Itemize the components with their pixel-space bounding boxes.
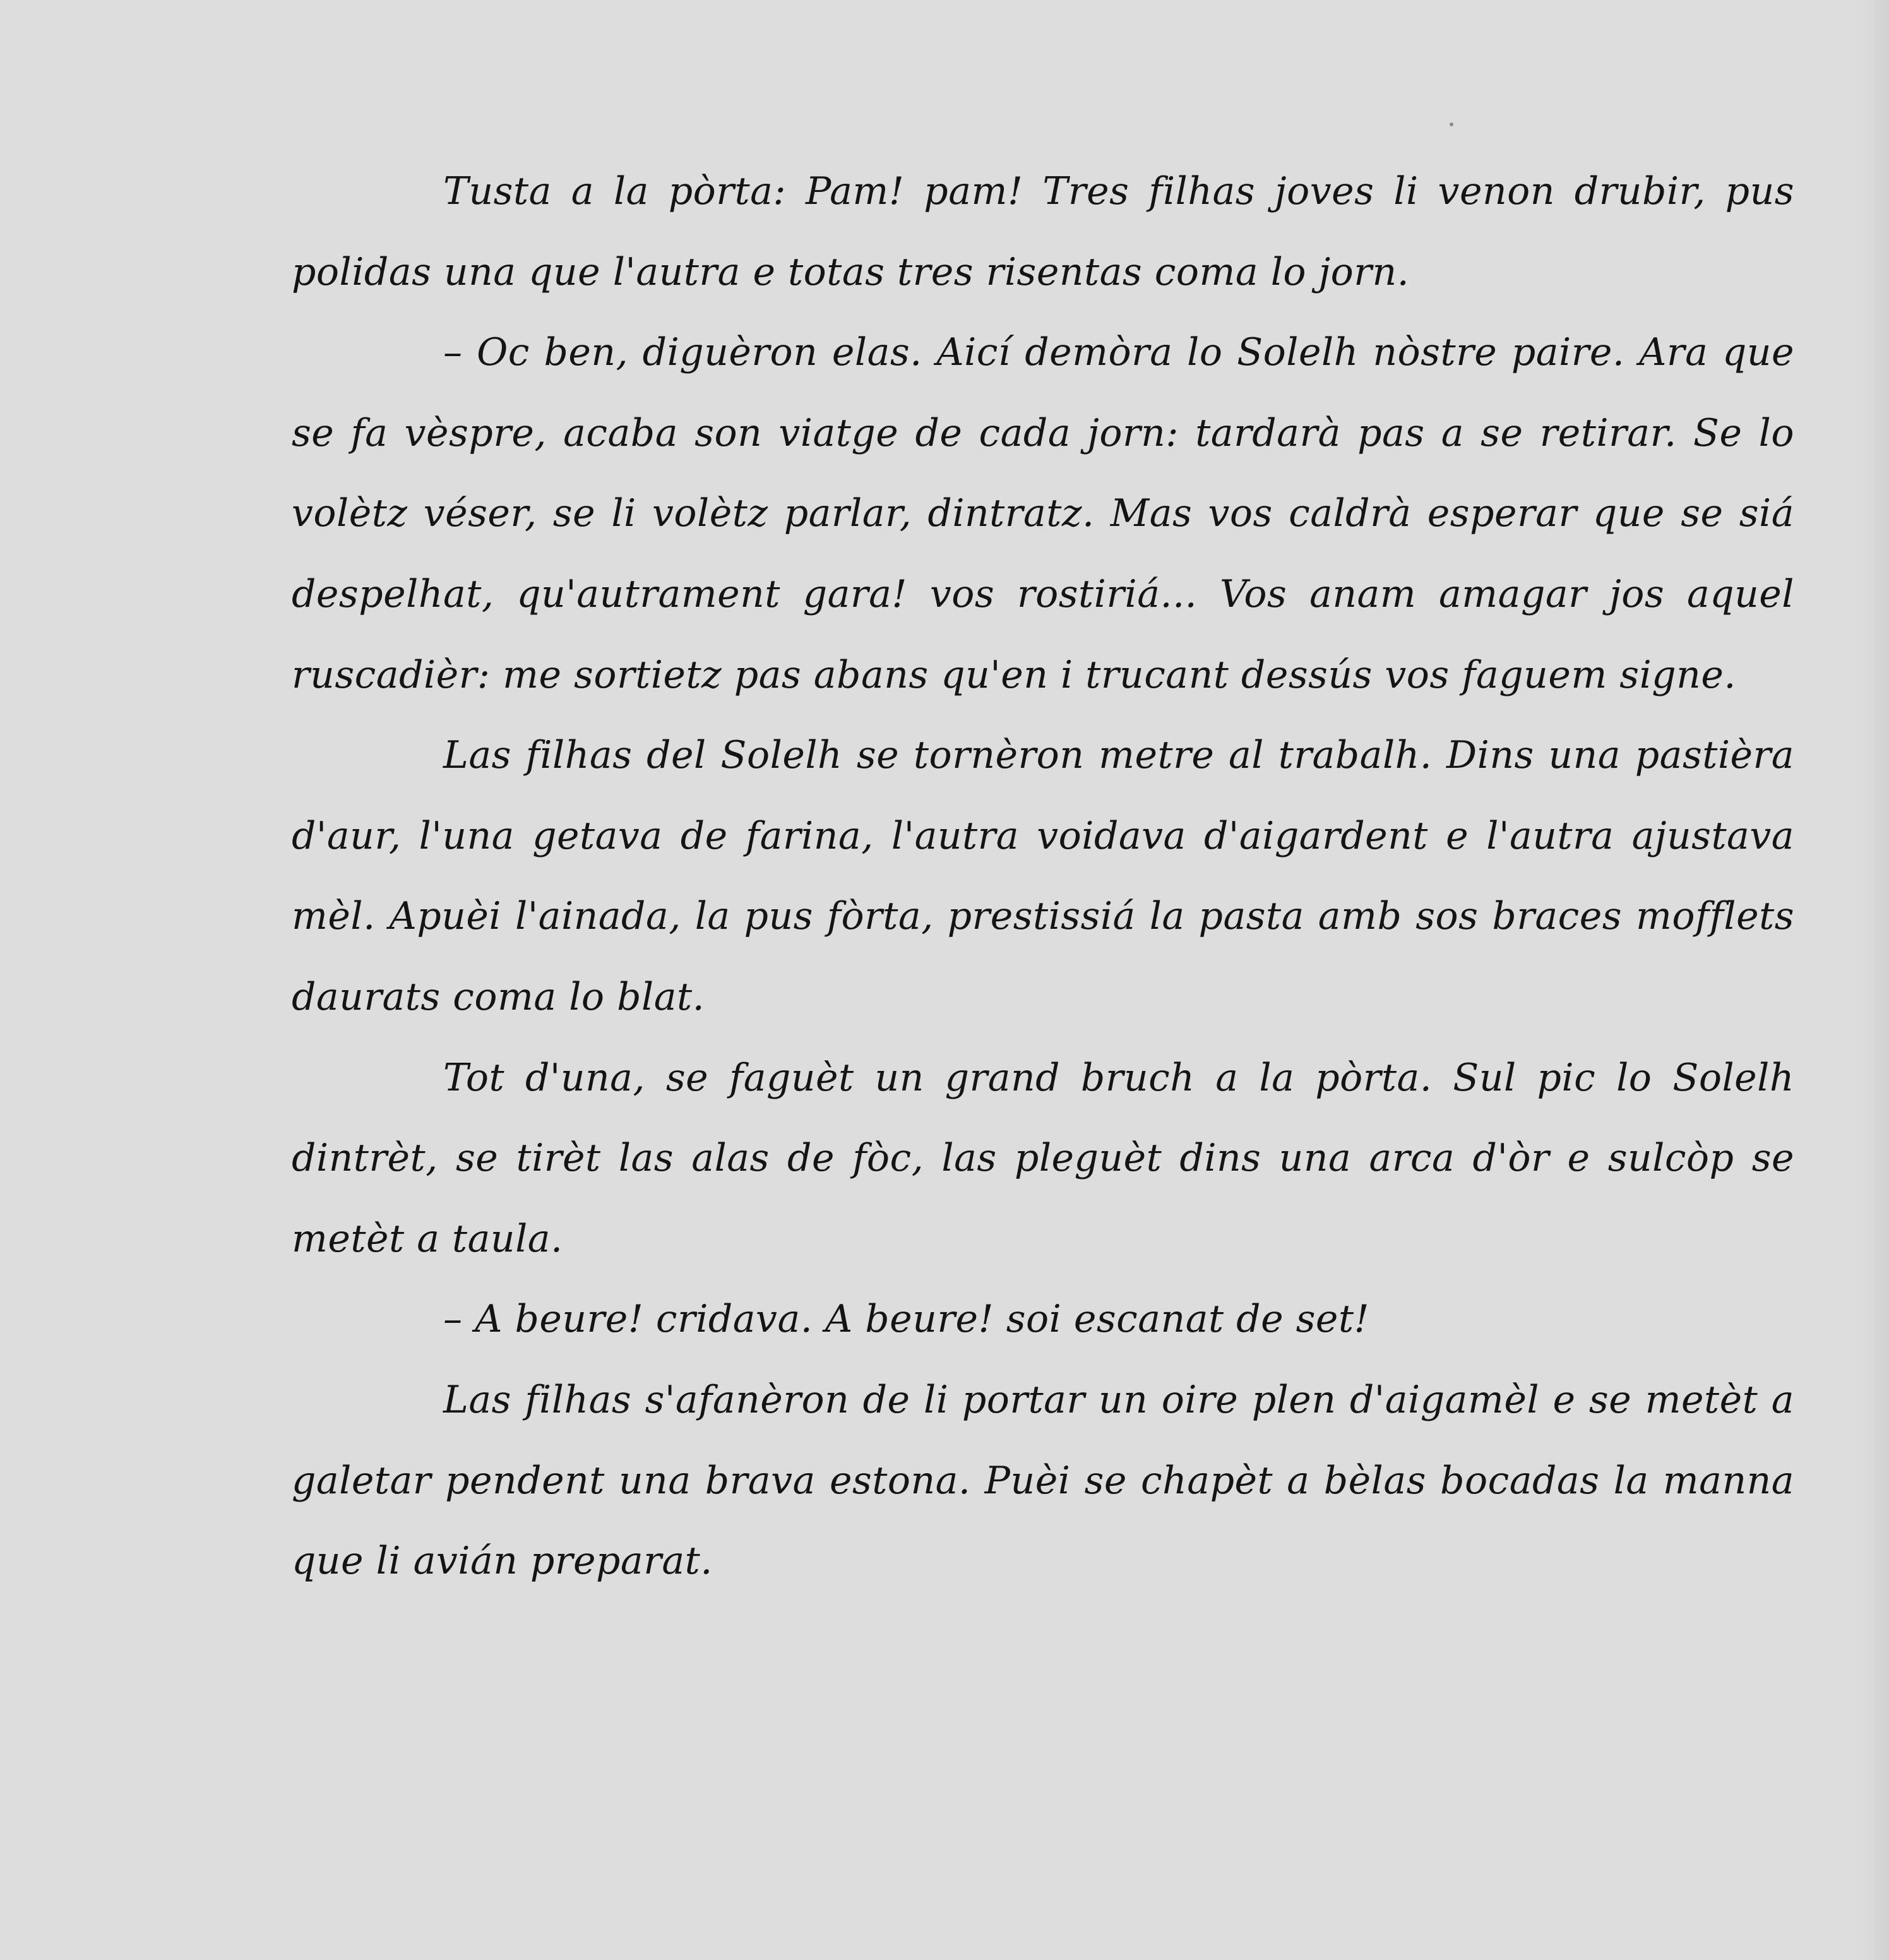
- paper-speck: [1450, 122, 1453, 126]
- paragraph-3: Las filhas del Solelh se tornèron metre al trabalh. Dins una pastièra d'aur, l'una getava de farina, l'autra voidava d'aigardent e l'autra ajustava mèl. Apuèi l'ainada, la pus fòrta, prestissiá la pasta amb sos braces mofflets daurats coma lo blat.: [292, 733, 1794, 1019]
- handwritten-text-block: [292, 152, 1794, 1602]
- paragraph-5: – A beure! cridava. A beure! soi escanat de set!: [443, 1297, 1370, 1342]
- paragraph-6: Las filhas s'afanèron de li portar un oire plen d'aigamèl e se metèt a galetar pendent una brava estona. Puèi se chapèt a bèlas bocadas la manna que li avián preparat.: [292, 1377, 1794, 1584]
- paragraph-4: Tot d'una, se faguèt un grand bruch a la pòrta. Sul pic lo Solelh dintrèt, se tirèt las alas de fòc, las pleguèt dins una arca d'òr e sulcòp se metèt a taula.: [292, 1055, 1794, 1261]
- paragraph-2: – Oc ben, diguèron elas. Aicí demòra lo Solelh nòstre paire. Ara que se fa vèspre, acaba son viatge de cada jorn: tardarà pas a se retirar. Se lo volètz véser, se li volètz parlar, dintratz. Mas vos caldrà esperar que se siá despelhat, qu'autrament gara! vos rostiriá... Vos anam amagar jos aquel ruscadièr: me sortietz pas abans qu'en i trucant dessús vos faguem signe.: [292, 330, 1794, 697]
- paragraph-1: Tusta a la pòrta: Pam! pam! Tres filhas joves li venon drubir, pus polidas una que l'autra e totas tres risentas coma lo jorn.: [292, 169, 1794, 294]
